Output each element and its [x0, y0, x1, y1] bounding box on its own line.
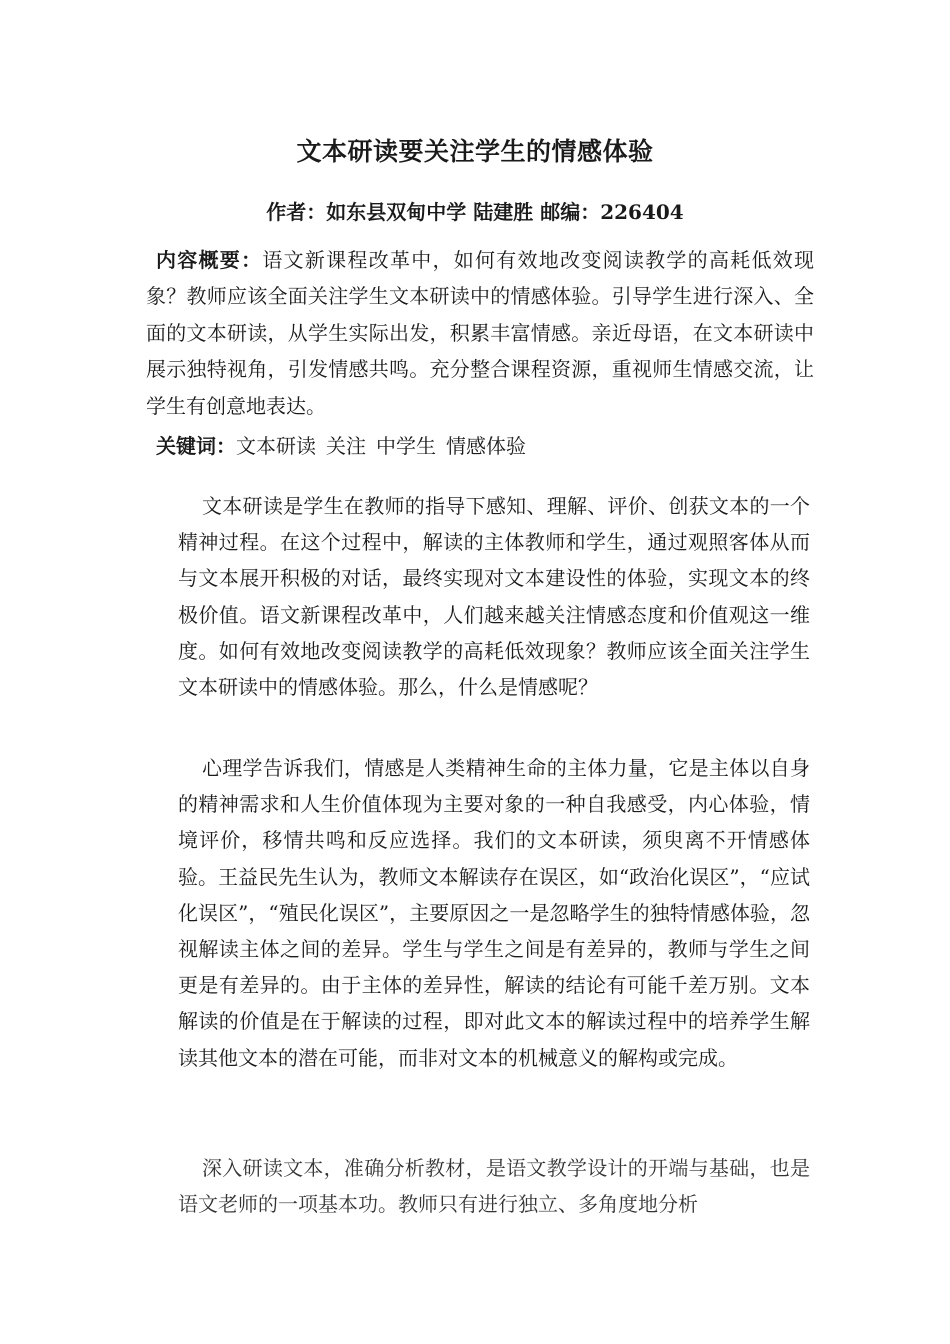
author-line: 作者：如东县双甸中学 陆建胜 邮编：226404 — [266, 200, 684, 224]
abstract — [146, 242, 814, 424]
keyword-item: 中学生 — [376, 434, 436, 458]
keyword-item: 关注 — [326, 434, 366, 458]
body-paragraph-3: 深入研读文本，准确分析教材，是语文教学设计的开端与基础，也是语文老师的一项基本功。教师只有进行独立、多角度地分析 — [178, 1156, 810, 1217]
abstract-text: 语文新课程改革中，如何有效地改变阅读教学的高耗低效现象？教师应该全面关注学生文本研读中的情感体验。引导学生进行深入、全面的文本研读，从学生实际出发，积累丰富情感。亲近母语，在文本研读中展示独特视角，引发情感共鸣。充分整合课程资源，重视师生情感交流，让学生有创意地表达。 — [146, 248, 815, 418]
body-paragraph-2: 心理学告诉我们，情感是人类精神生命的主体力量，它是主体以自身的精神需求和人生价值体现为主要对象的一种自我感受，内心体验，情境评价，移情共鸣和反应选择。我们的文本研读，须臾离不开情感体验。王益民先生认为，教师文本解读存在误区，如“政治化误区”，“应试化误区”，“殖民化误区”，主要原因之一是忽略学生的独特情感体验，忽视解读主体之间的差异。学生与学生之间是有差异的，教师与学生之间更是有差异的。由于主体的差异性，解读的结论有可能千差万别。文本解读的价值是在于解读的过程，即对此文本的解读过程中的培养学生解读其他文本的潜在可能，而非对文本的机械意义的解构或完成。 — [178, 756, 810, 1070]
body-paragraph-1: 文本研读是学生在教师的指导下感知、理解、评价、创获文本的一个精神过程。在这个过程中，解读的主体教师和学生，通过观照客体从而与文本展开积极的对话，最终实现对文本建设性的体验，实现文本的终极价值。语文新课程改革中，人们越来越关注情感态度和价值观这一维度。如何有效地改变阅读教学的高耗低效现象？教师应该全面关注学生文本研读中的情感体验。那么，什么是情感呢？ — [178, 494, 810, 700]
keywords-label: 关键词： — [156, 434, 236, 458]
document-title: 文本研读要关注学生的情感体验 — [296, 137, 654, 166]
keyword-item: 文本研读 — [236, 434, 316, 458]
keywords — [156, 428, 816, 464]
abstract-label: 内容概要： — [156, 248, 263, 272]
keyword-item: 情感体验 — [446, 434, 526, 458]
